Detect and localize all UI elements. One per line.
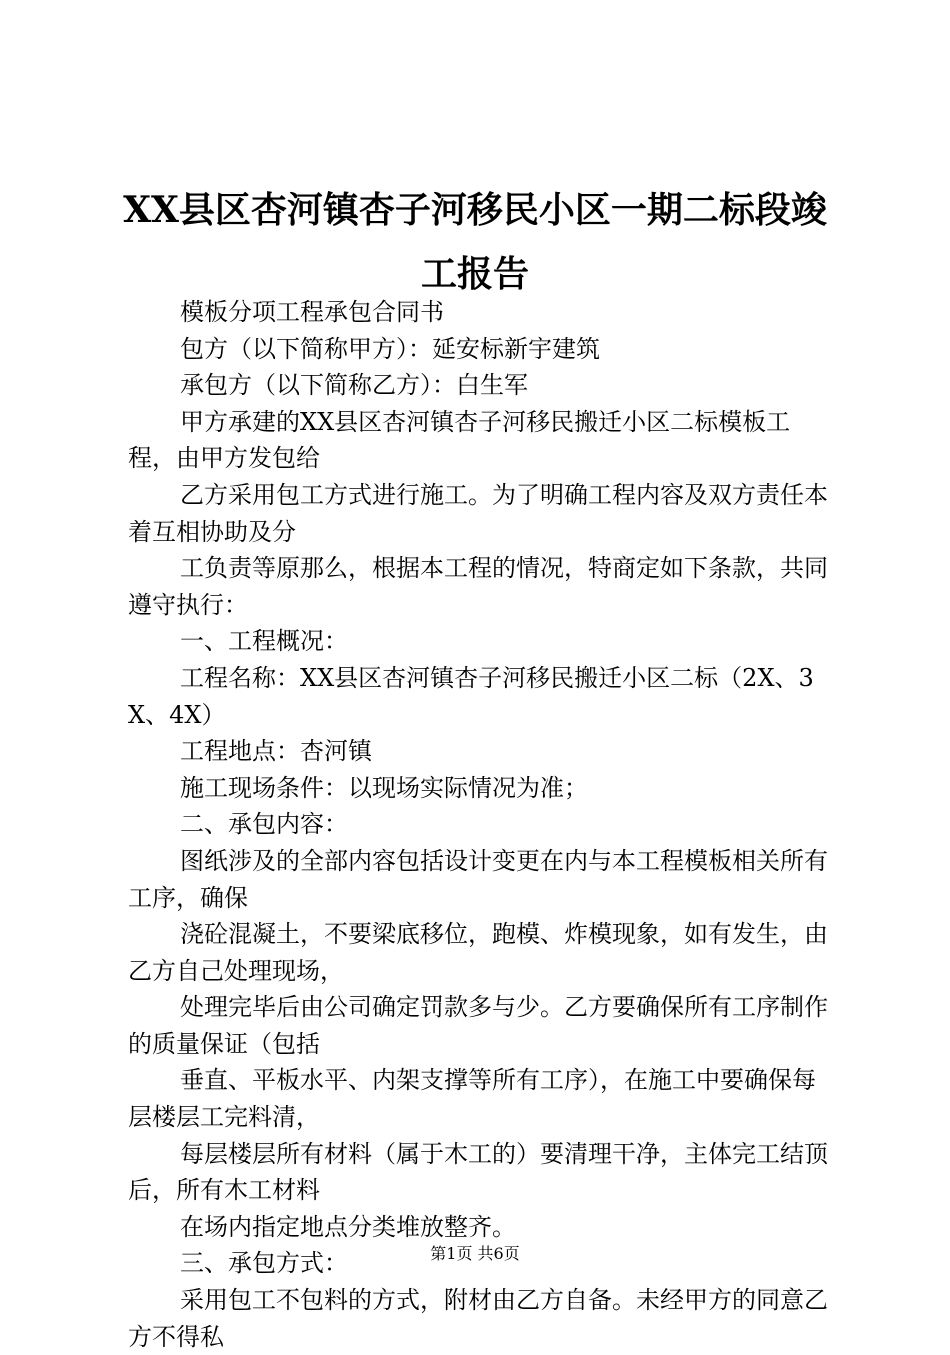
paragraph: 工程名称：XX县区杏河镇杏子河移民搬迁小区二标（2X、3X、4X） [128, 663, 814, 729]
page-number-footer: 第1页 共6页 [430, 1244, 520, 1263]
paragraph: 处理完毕后由公司确定罚款多与少。乙方要确保所有工序制作的质量保证（包括 [128, 993, 828, 1058]
section-heading: 一、工程概况： [180, 627, 348, 656]
paragraph: 施工现场条件：以现场实际情况为准； [180, 773, 588, 802]
section-heading: 三、承包方式： [180, 1249, 348, 1278]
paragraph: 垂直、平板水平、内架支撑等所有工序），在施工中要确保每层楼层工完料清， [128, 1066, 816, 1132]
paragraph: 图纸涉及的全部内容包括设计变更在内与本工程模板相关所有工序，确保 [128, 846, 828, 912]
paragraph: 承包方（以下简称乙方）：白生军 [180, 371, 528, 400]
paragraph: 包方（以下简称甲方）：延安标新宇建筑 [180, 334, 600, 363]
paragraph: 在场内指定地点分类堆放整齐。 [180, 1212, 516, 1241]
section-heading: 二、承包内容： [180, 810, 348, 839]
document-title: XX县区杏河镇杏子河移民小区一期二标段竣工报告 [123, 189, 827, 295]
paragraph: 采用包工不包料的方式，附材由乙方自备。未经甲方的同意乙方不得私 [128, 1286, 828, 1351]
paragraph: 每层楼层所有材料（属于木工的）要清理干净，主体完工结顶后，所有木工材料 [128, 1139, 828, 1205]
paragraph: 甲方承建的XX县区杏河镇杏子河移民搬迁小区二标模板工程，由甲方发包给 [128, 407, 791, 473]
paragraph: 模板分项工程承包合同书 [180, 298, 444, 326]
document-body [128, 294, 838, 1355]
paragraph: 乙方采用包工方式进行施工。为了明确工程内容及双方责任本着互相协助及分 [128, 480, 828, 546]
paragraph: 浇砼混凝土，不要梁底移位，跑模、炸模现象，如有发生，由乙方自己处理现场， [128, 920, 828, 985]
paragraph: 工程地点：杏河镇 [180, 737, 372, 766]
paragraph: 工负责等原那么，根据本工程的情况，特商定如下条款，共同遵守执行： [128, 554, 828, 619]
